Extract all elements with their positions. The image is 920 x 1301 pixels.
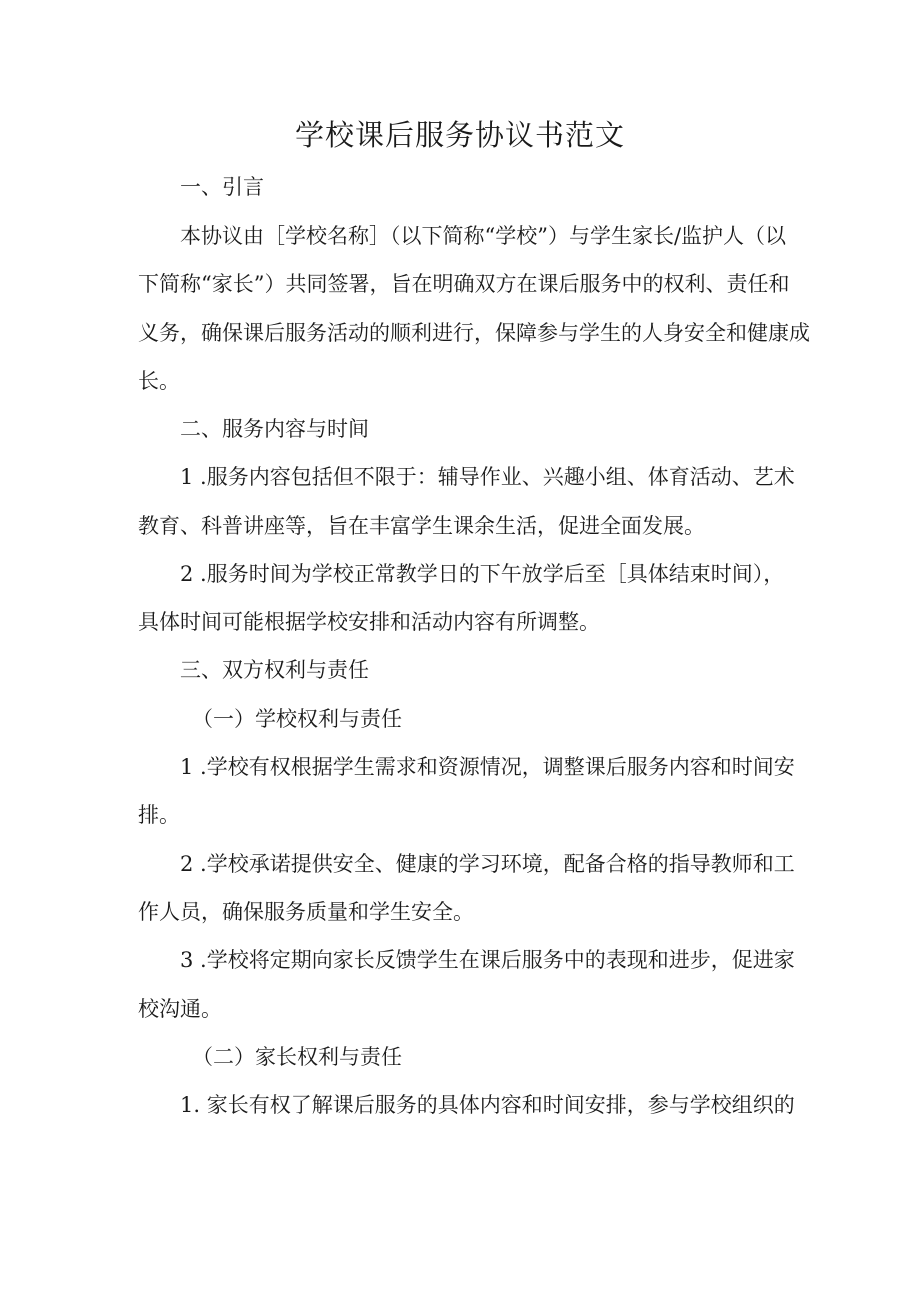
subsection-heading-parent: （二）家长权利与责任 [192, 1045, 402, 1069]
paragraph-line: 校沟通。 [138, 997, 222, 1021]
paragraph-line: 3 .学校将定期向家长反馈学生在课后服务中的表现和进步，促进家 [180, 948, 795, 972]
section-heading-intro: 一、引言 [180, 175, 264, 199]
paragraph-line: 1 .学校有权根据学生需求和资源情况，调整课后服务内容和时间安 [180, 755, 795, 779]
paragraph-line: 排。 [138, 803, 180, 827]
paragraph-line: 2 .服务时间为学校正常教学日的下午放学后至［具体结束时间）， [180, 562, 785, 586]
paragraph-line: 1 .服务内容包括但不限于：辅导作业、兴趣小组、体育活动、艺术 [180, 465, 795, 489]
paragraph-line: 长。 [138, 369, 180, 393]
paragraph-line: 作人员，确保服务质量和学生安全。 [138, 900, 474, 924]
section-heading-rights: 三、双方权利与责任 [180, 658, 369, 682]
paragraph-line: 具体时间可能根据学校安排和活动内容有所调整。 [138, 610, 600, 634]
section-heading-service: 二、服务内容与时间 [180, 417, 369, 441]
paragraph-line: 下简称“家长”）共同签署，旨在明确双方在课后服务中的权利、责任和 [138, 272, 790, 296]
paragraph-line: 本协议由［学校名称］（以下简称“学校”）与学生家长/监护人（以 [180, 224, 787, 248]
paragraph-line: 2 .学校承诺提供安全、健康的学习环境，配备合格的指导教师和工 [180, 852, 795, 876]
paragraph-line: 教育、科普讲座等，旨在丰富学生课余生活，促进全面发展。 [138, 514, 705, 538]
subsection-heading-school: （一）学校权利与责任 [192, 707, 402, 731]
document-title: 学校课后服务协议书范文 [294, 118, 625, 152]
paragraph-line: 1. 家长有权了解课后服务的具体内容和时间安排，参与学校组织的 [180, 1093, 795, 1117]
paragraph-line: 义务，确保课后服务活动的顺利进行，保障参与学生的人身安全和健康成 [138, 321, 810, 345]
